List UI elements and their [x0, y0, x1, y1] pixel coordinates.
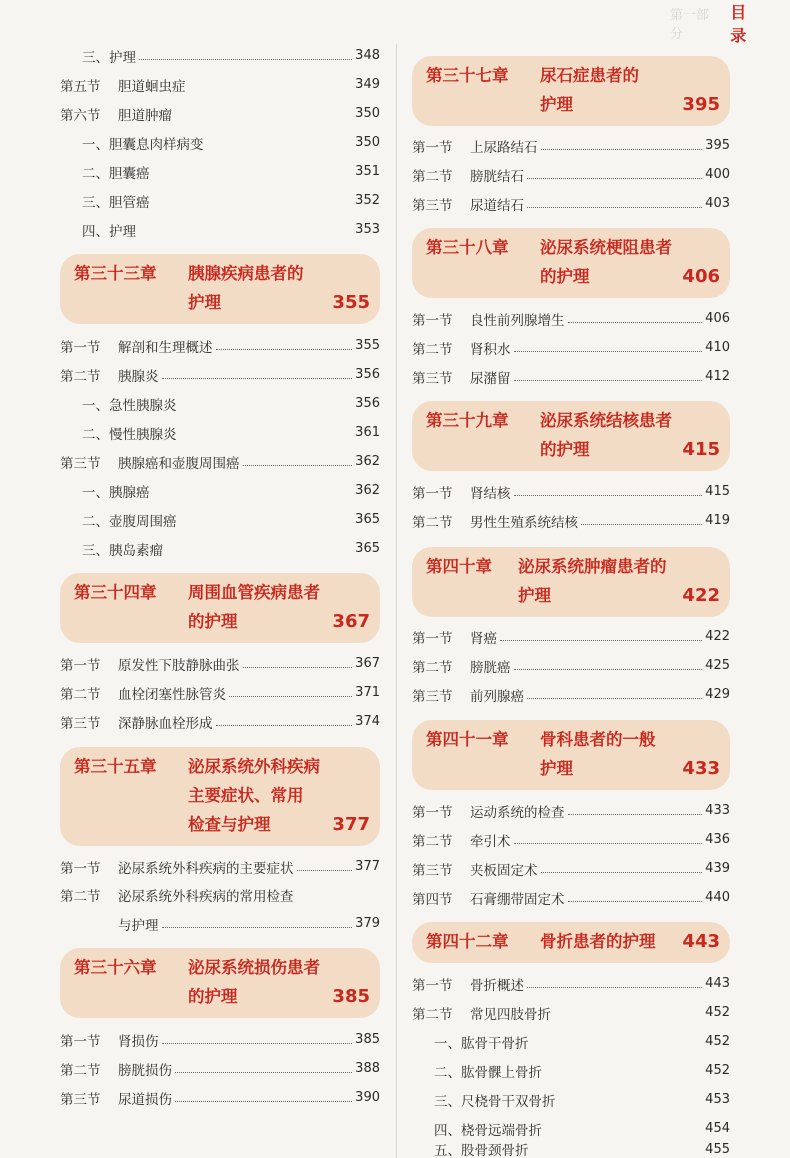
- entry-page: 400: [705, 167, 730, 182]
- entry-title: 解剖和生理概述: [118, 339, 213, 356]
- entry-title: 原发性下肢静脉曲张: [118, 657, 240, 674]
- entry-num: 第一节: [60, 339, 101, 356]
- entry-title: 尿道损伤: [118, 1091, 172, 1108]
- entry-num: 第一节: [412, 804, 453, 821]
- entry-title: 二、慢性胰腺炎: [82, 426, 177, 443]
- leader-dots: [175, 1071, 352, 1073]
- chapter-heading[interactable]: [60, 254, 380, 324]
- entry-num: 第二节: [412, 514, 453, 531]
- toc-entry[interactable]: [60, 678, 380, 707]
- chapter-page: 377: [332, 814, 370, 835]
- entry-num: 第二节: [412, 833, 453, 850]
- entry-title: 三、胰岛素瘤: [82, 542, 163, 559]
- entry-page: 439: [705, 861, 730, 876]
- entry-title: 男性生殖系统结核: [470, 514, 578, 531]
- entry-num: 第三节: [60, 455, 101, 472]
- chapter-heading[interactable]: [60, 747, 380, 846]
- entry-title: 膀胱癌: [470, 659, 511, 676]
- leader-space: [545, 1073, 702, 1074]
- entry-title: 一、急性胰腺炎: [82, 397, 177, 414]
- entry-title: 一、胰腺癌: [82, 484, 150, 501]
- chapter-title-line: 的护理: [188, 987, 238, 1006]
- chapter-heading[interactable]: [412, 922, 730, 963]
- leader-space: [180, 522, 353, 523]
- entry-page: 410: [705, 340, 730, 355]
- header-ghost-text: 第一部分: [670, 8, 710, 42]
- chapter-page: 433: [682, 758, 720, 779]
- toc-entry[interactable]: [60, 1083, 380, 1112]
- chapter-title-line: 护理: [540, 95, 573, 114]
- chapter-title-line: 泌尿系统结核患者: [540, 411, 672, 430]
- chapter-title-line: 护理: [518, 586, 551, 605]
- entry-page: 443: [705, 976, 730, 991]
- entry-page: 412: [705, 369, 730, 384]
- chapter-title-line: 护理: [188, 293, 221, 312]
- toc-entry[interactable]: [434, 1027, 730, 1056]
- entry-page: 454: [705, 1121, 730, 1136]
- toc-entry[interactable]: [82, 157, 380, 186]
- entry-title: 二、壶腹周围癌: [82, 513, 177, 530]
- chapter-page: 355: [332, 292, 370, 313]
- toc-entry[interactable]: [412, 506, 730, 535]
- entry-page: 403: [705, 196, 730, 211]
- entry-num: 第一节: [412, 139, 453, 156]
- chapter-number: 第三十九章: [426, 411, 509, 430]
- toc-entry[interactable]: [412, 189, 730, 218]
- entry-title: 泌尿系统外科疾病的主要症状: [118, 860, 294, 877]
- leader-dots: [514, 842, 703, 844]
- entry-page: 362: [355, 454, 380, 469]
- entry-num: 第四节: [412, 891, 453, 908]
- toc-entry[interactable]: [412, 651, 730, 680]
- leader-dots: [527, 177, 702, 179]
- entry-title: 膀胱结石: [470, 168, 524, 185]
- leader-dots: [229, 695, 352, 697]
- chapter-page: 395: [682, 94, 720, 115]
- entry-title: 牵引术: [470, 833, 511, 850]
- entry-num: 第二节: [60, 686, 101, 703]
- entry-page: 395: [705, 138, 730, 153]
- leader-dots: [162, 926, 353, 928]
- leader-dots: [514, 668, 703, 670]
- chapter-heading[interactable]: [412, 56, 730, 126]
- entry-page: 361: [355, 425, 380, 440]
- entry-num: 第二节: [412, 341, 453, 358]
- chapter-number: 第三十七章: [426, 66, 509, 85]
- entry-num: 第二节: [412, 1006, 453, 1023]
- entry-title: 胰腺炎: [118, 368, 159, 385]
- section-mark: 目 录: [730, 3, 753, 45]
- entry-title: 骨折概述: [470, 977, 524, 994]
- entry-num: 第一节: [412, 485, 453, 502]
- chapter-title-line: 检查与护理: [188, 815, 271, 834]
- entry-page: 379: [355, 916, 380, 931]
- entry-page: 406: [705, 311, 730, 326]
- entry-title: 胆道蛔虫症: [118, 78, 186, 95]
- toc-entry[interactable]: [412, 333, 730, 362]
- entry-num: 第三节: [60, 1091, 101, 1108]
- entry-page: 356: [355, 396, 380, 411]
- leader-dots: [175, 1100, 352, 1102]
- entry-page: 452: [705, 1005, 730, 1020]
- leader-dots: [581, 523, 702, 525]
- leader-space: [532, 1152, 703, 1153]
- chapter-number: 第四十章: [426, 557, 492, 576]
- entry-num: 第一节: [412, 312, 453, 329]
- leader-dots: [162, 377, 353, 379]
- chapter-title-line: 泌尿系统梗阻患者: [540, 238, 672, 257]
- toc-entry[interactable]: [412, 998, 730, 1027]
- entry-page: 377: [355, 859, 380, 874]
- entry-title: 肾损伤: [118, 1033, 159, 1050]
- toc-entry[interactable]: [434, 1085, 730, 1114]
- chapter-heading[interactable]: [412, 228, 730, 298]
- entry-title: 胆道肿瘤: [118, 107, 172, 124]
- chapter-title-line: 泌尿系统损伤患者: [188, 958, 320, 977]
- leader-dots: [514, 350, 703, 352]
- toc-entry[interactable]: [60, 1054, 380, 1083]
- entry-title: 与护理: [118, 917, 159, 934]
- toc-entry[interactable]: [82, 215, 380, 244]
- chapter-number: 第三十五章: [74, 757, 157, 776]
- toc-entry[interactable]: [412, 854, 730, 883]
- leader-space: [153, 203, 353, 204]
- entry-num: 第三节: [412, 197, 453, 214]
- entry-page: 455: [705, 1141, 730, 1157]
- chapter-number: 第三十八章: [426, 238, 509, 257]
- chapter-heading[interactable]: [412, 547, 730, 617]
- chapter-number: 第四十二章: [426, 932, 509, 951]
- entry-title: 四、护理: [82, 223, 136, 240]
- chapter-title-line: 尿石症患者的: [540, 66, 639, 85]
- leader-dots: [541, 871, 703, 873]
- entry-title: 三、尺桡骨干双骨折: [434, 1093, 556, 1110]
- entry-title: 常见四肢骨折: [470, 1006, 551, 1023]
- entry-page: 349: [355, 77, 380, 92]
- entry-page: 452: [705, 1063, 730, 1078]
- chapter-page: 406: [682, 266, 720, 287]
- entry-page: 419: [705, 513, 730, 528]
- entry-title: 血栓闭塞性脉管炎: [118, 686, 226, 703]
- leader-dots: [541, 148, 703, 150]
- chapter-page: 415: [682, 439, 720, 460]
- chapter-page: 443: [682, 931, 720, 952]
- chapter-title-line: 泌尿系统外科疾病: [188, 757, 320, 776]
- toc-entry[interactable]: [82, 186, 380, 215]
- entry-page: 425: [705, 658, 730, 673]
- entry-page: 374: [355, 714, 380, 729]
- entry-title: 一、肱骨干骨折: [434, 1035, 529, 1052]
- entry-title: 胰腺癌和壶腹周围癌: [118, 455, 240, 472]
- toc-entry[interactable]: [412, 131, 730, 160]
- leader-space: [175, 116, 352, 117]
- toc-entry[interactable]: [412, 796, 730, 825]
- entry-title: 五、股骨颈骨折: [434, 1143, 529, 1158]
- toc-entry[interactable]: [412, 304, 730, 333]
- toc-entry[interactable]: [412, 622, 730, 651]
- entry-page: 352: [355, 193, 380, 208]
- leader-dots: [568, 321, 703, 323]
- toc-entry[interactable]: [60, 1025, 380, 1054]
- entry-num: 第二节: [60, 368, 101, 385]
- entry-title: 三、胆管癌: [82, 194, 150, 211]
- entry-page: 390: [355, 1090, 380, 1105]
- toc-entry[interactable]: [434, 1114, 730, 1143]
- toc-entry[interactable]: [60, 707, 380, 736]
- toc-entry[interactable]: [60, 70, 380, 99]
- leader-space: [554, 1015, 702, 1016]
- toc-entry[interactable]: [412, 680, 730, 709]
- entry-page: 365: [355, 512, 380, 527]
- leader-dots: [139, 58, 352, 60]
- entry-title: 三、护理: [82, 49, 136, 66]
- entry-page: 433: [705, 803, 730, 818]
- entry-num: 第三节: [60, 715, 101, 732]
- chapter-title-line: 周围血管疾病患者: [188, 583, 320, 602]
- entry-title: 深静脉血栓形成: [118, 715, 213, 732]
- entry-title: 尿潴留: [470, 370, 511, 387]
- leader-dots: [568, 900, 703, 902]
- chapter-number: 第三十四章: [74, 583, 157, 602]
- entry-num: 第二节: [412, 659, 453, 676]
- toc-entry-continued[interactable]: [60, 909, 380, 938]
- entry-title: 泌尿系统外科疾病的常用检查: [118, 888, 294, 905]
- chapter-number: 第三十三章: [74, 264, 157, 283]
- leader-space: [153, 493, 353, 494]
- entry-page: 429: [705, 687, 730, 702]
- entry-num: 第一节: [412, 630, 453, 647]
- page-header-tag: [670, 3, 790, 45]
- chapter-heading[interactable]: [412, 720, 730, 790]
- entry-page: 365: [355, 541, 380, 556]
- toc-entry[interactable]: [434, 1056, 730, 1085]
- entry-page: 350: [355, 106, 380, 121]
- chapter-heading[interactable]: [60, 573, 380, 643]
- leader-dots: [500, 639, 702, 641]
- leader-space: [207, 145, 353, 146]
- entry-title: 尿道结石: [470, 197, 524, 214]
- entry-num: 第一节: [60, 860, 101, 877]
- chapter-title-line: 骨科患者的一般: [540, 730, 656, 749]
- entry-title: 上尿路结石: [470, 139, 538, 156]
- chapter-page: 367: [332, 611, 370, 632]
- leader-dots: [216, 724, 353, 726]
- leader-space: [166, 551, 352, 552]
- entry-page: 362: [355, 483, 380, 498]
- leader-dots: [243, 464, 353, 466]
- toc-entry[interactable]: [412, 477, 730, 506]
- toc-entry[interactable]: [82, 389, 380, 418]
- leader-space: [545, 1131, 702, 1132]
- entry-page: 348: [355, 48, 380, 63]
- chapter-title-line: 的护理: [540, 440, 590, 459]
- toc-entry[interactable]: [412, 883, 730, 912]
- entry-num: 第一节: [412, 977, 453, 994]
- leader-dots: [527, 697, 702, 699]
- entry-num: 第二节: [412, 168, 453, 185]
- entry-title: 良性前列腺增生: [470, 312, 565, 329]
- chapter-title-line: 主要症状、常用: [188, 786, 304, 805]
- leader-dots: [162, 1042, 353, 1044]
- entry-page: 371: [355, 685, 380, 700]
- entry-title: 二、胆囊癌: [82, 165, 150, 182]
- entry-num: 第一节: [60, 657, 101, 674]
- column-divider: [396, 44, 397, 1158]
- entry-num: 第三节: [412, 370, 453, 387]
- toc-entry[interactable]: [60, 852, 380, 881]
- chapter-title-line: 护理: [540, 759, 573, 778]
- toc-entry[interactable]: [82, 41, 380, 70]
- entry-title: 运动系统的检查: [470, 804, 565, 821]
- leader-dots: [243, 666, 353, 668]
- toc-entry[interactable]: [412, 825, 730, 854]
- entry-num: 第二节: [60, 1062, 101, 1079]
- toc-entry[interactable]: [82, 128, 380, 157]
- entry-page: 415: [705, 484, 730, 499]
- chapter-number: 第四十一章: [426, 730, 509, 749]
- toc-entry[interactable]: [82, 505, 380, 534]
- chapter-heading[interactable]: [412, 401, 730, 471]
- entry-page: 422: [705, 629, 730, 644]
- chapter-title-line: 的护理: [188, 612, 238, 631]
- entry-num: 第二节: [60, 888, 101, 905]
- entry-title: 二、肱骨髁上骨折: [434, 1064, 542, 1081]
- leader-space: [180, 406, 353, 407]
- leader-dots: [297, 869, 353, 871]
- entry-page: 388: [355, 1061, 380, 1076]
- entry-title: 石膏绷带固定术: [470, 891, 565, 908]
- chapter-title-line: 的护理: [540, 267, 590, 286]
- entry-title: 夹板固定术: [470, 862, 538, 879]
- entry-num: 第三节: [412, 862, 453, 879]
- entry-page: 355: [355, 338, 380, 353]
- toc-entry[interactable]: [82, 476, 380, 505]
- entry-page: 353: [355, 222, 380, 237]
- entry-title: 前列腺癌: [470, 688, 524, 705]
- leader-dots: [568, 813, 703, 815]
- toc-entry[interactable]: [412, 362, 730, 391]
- toc-entry[interactable]: [412, 969, 730, 998]
- toc-entry[interactable]: [60, 447, 380, 476]
- entry-num: 第五节: [60, 78, 101, 95]
- entry-num: 第一节: [60, 1033, 101, 1050]
- leader-space: [139, 232, 352, 233]
- entry-page: 436: [705, 832, 730, 847]
- entry-title: 四、桡骨远端骨折: [434, 1122, 542, 1139]
- leader-dots: [216, 348, 353, 350]
- entry-page: 356: [355, 367, 380, 382]
- toc-entry[interactable]: [60, 99, 380, 128]
- chapter-title-line: 骨折患者的护理: [540, 932, 656, 951]
- entry-num: 第六节: [60, 107, 101, 124]
- leader-dots: [527, 206, 702, 208]
- entry-title: 肾结核: [470, 485, 511, 502]
- chapter-page: 422: [682, 585, 720, 606]
- toc-entry[interactable]: [60, 331, 380, 360]
- entry-title: 肾积水: [470, 341, 511, 358]
- leader-space: [532, 1044, 703, 1045]
- leader-space: [180, 435, 353, 436]
- leader-space: [153, 174, 353, 175]
- chapter-title-line: 泌尿系统肿瘤患者的: [518, 557, 667, 576]
- entry-page: 351: [355, 164, 380, 179]
- toc-entry[interactable]: [60, 649, 380, 678]
- leader-space: [559, 1102, 703, 1103]
- chapter-heading[interactable]: [60, 948, 380, 1018]
- toc-entry[interactable]: [60, 360, 380, 389]
- entry-title: 肾癌: [470, 630, 497, 647]
- toc-entry[interactable]: [434, 1140, 730, 1158]
- leader-dots: [514, 379, 703, 381]
- toc-entry[interactable]: [82, 534, 380, 563]
- leader-space: [189, 87, 353, 88]
- entry-page: 367: [355, 656, 380, 671]
- leader-dots: [527, 986, 702, 988]
- entry-num: 第三节: [412, 688, 453, 705]
- chapter-page: 385: [332, 986, 370, 1007]
- toc-entry[interactable]: [82, 418, 380, 447]
- entry-page: 440: [705, 890, 730, 905]
- entry-title: 一、胆囊息肉样病变: [82, 136, 204, 153]
- chapter-title-line: 胰腺疾病患者的: [188, 264, 304, 283]
- entry-title: 膀胱损伤: [118, 1062, 172, 1079]
- entry-page: 452: [705, 1034, 730, 1049]
- entry-page: 350: [355, 135, 380, 150]
- leader-dots: [514, 494, 703, 496]
- toc-entry[interactable]: [412, 160, 730, 189]
- entry-page: 453: [705, 1092, 730, 1107]
- toc-entry[interactable]: [60, 880, 380, 909]
- entry-page: 385: [355, 1032, 380, 1047]
- chapter-number: 第三十六章: [74, 958, 157, 977]
